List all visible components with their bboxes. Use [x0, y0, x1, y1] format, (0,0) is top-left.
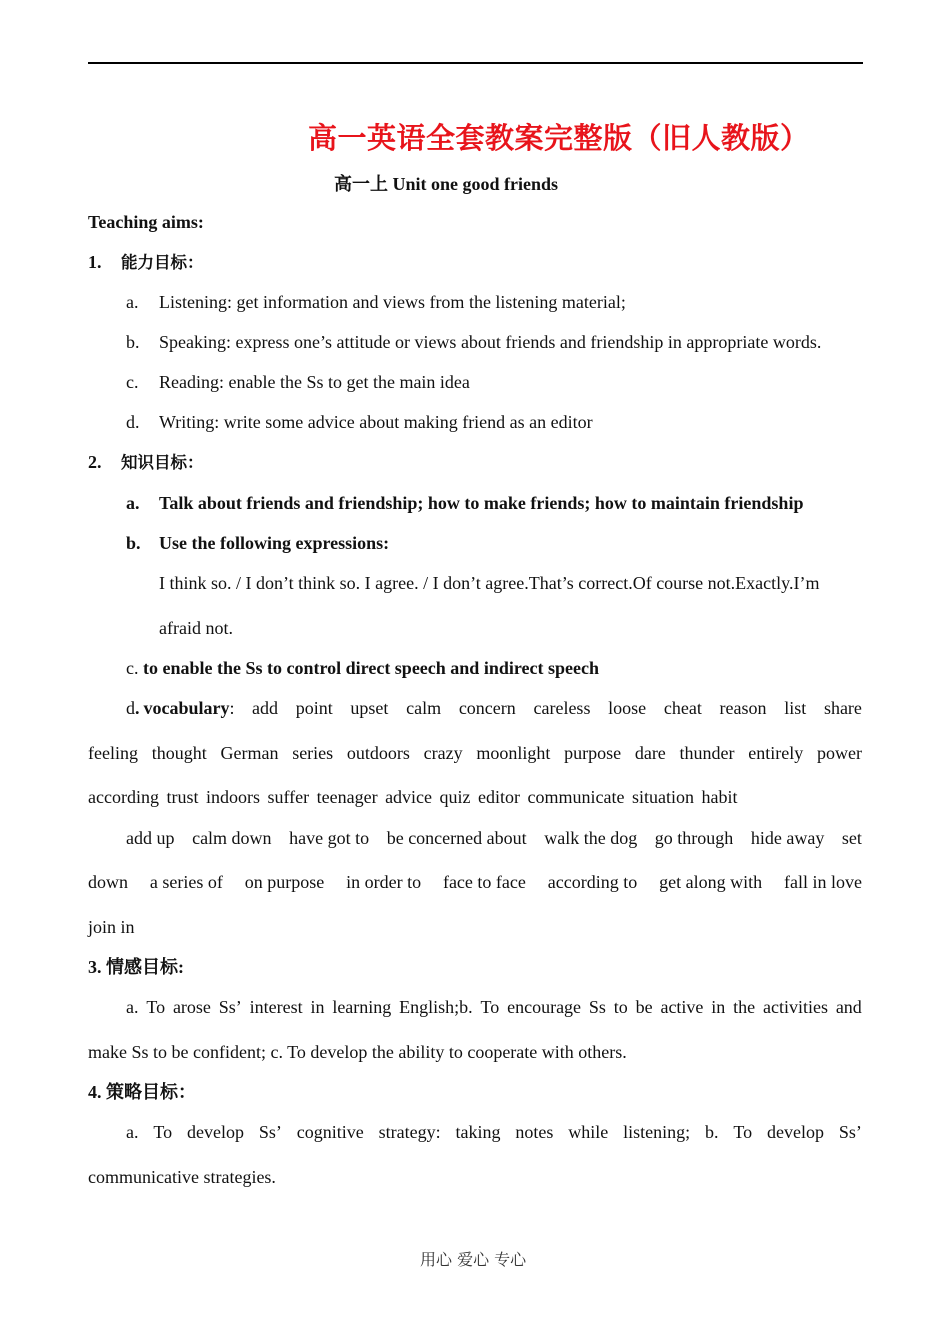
text-token: concern [458, 698, 516, 718]
text-token: To [480, 997, 500, 1017]
item-marker: d. [126, 412, 140, 432]
speech-aim-text: to enable the Ss to control direct speech and indirect speech [143, 658, 599, 678]
item-marker: a. [126, 292, 139, 312]
text-token: go through [654, 828, 734, 848]
text-token: learning [332, 997, 392, 1017]
text-token: taking [455, 1122, 501, 1142]
text-token: cognitive [296, 1122, 364, 1142]
text-token: get along with [659, 872, 763, 892]
text-token: upset [350, 698, 389, 718]
text-token: while [568, 1122, 609, 1142]
text-token: in [310, 997, 325, 1017]
section-2-number: 2. [88, 452, 102, 472]
item-dot: . [135, 698, 140, 718]
item-marker: b. [126, 533, 141, 553]
text-token: dare [634, 743, 666, 763]
item-colon: : [229, 698, 235, 718]
text-token: add up [126, 828, 175, 848]
text-token: in order to [346, 872, 422, 892]
phrases-line-3: join in [88, 917, 135, 937]
vocabulary-line-2 [88, 742, 862, 764]
text-token: share [823, 698, 862, 718]
text-token: according to [547, 872, 638, 892]
text-token: face to face [442, 872, 526, 892]
expressions-line-2: afraid not. [159, 618, 233, 638]
text-token: and [835, 997, 862, 1017]
text-token: active [660, 997, 704, 1017]
text-token: Ss’ [218, 997, 242, 1017]
ability-aim-writing: Writing: write some advice about making friend as an editor [159, 412, 593, 432]
vocabulary-word: vocabulary [143, 698, 230, 718]
text-token: down [88, 872, 128, 892]
phrases-line-2 [88, 871, 862, 893]
text-token: crazy [423, 743, 463, 763]
document-title: 高一英语全套教案完整版（旧人教版） [308, 121, 810, 155]
item-marker: c. [126, 658, 139, 678]
phrases-line-1 [126, 827, 862, 849]
text-token: To [153, 1122, 173, 1142]
text-token: arose [172, 997, 211, 1017]
text-token: cheat [663, 698, 702, 718]
page-footer: 用心 爱心 专心 [420, 1250, 527, 1269]
section-2-label: 知识目标： [121, 453, 204, 472]
item-marker: a. [126, 493, 140, 513]
item-marker: d [126, 698, 135, 718]
text-token: reason [719, 698, 767, 718]
text-token: develop [766, 1122, 824, 1142]
text-token: calm down [192, 828, 272, 848]
text-token: loose [608, 698, 647, 718]
vocabulary-line-1 [252, 697, 862, 719]
text-token: entirely [748, 743, 804, 763]
text-token: Ss [588, 997, 606, 1017]
text-token: strategy: [378, 1122, 441, 1142]
text-token: notes [515, 1122, 554, 1142]
text-token: listening; [623, 1122, 691, 1142]
text-token: walk the dog [544, 828, 638, 848]
text-token: thunder [679, 743, 735, 763]
section-3-heading: 3. 情感目标: [88, 957, 184, 977]
text-token: list [784, 698, 807, 718]
strategy-aims-line-2: communicative strategies. [88, 1167, 276, 1187]
text-token: power [816, 743, 862, 763]
item-marker: b. [126, 332, 140, 352]
text-token: feeling [88, 743, 138, 763]
text-token: thought [151, 743, 207, 763]
ability-aim-reading: Reading: enable the Ss to get the main idea [159, 372, 470, 392]
text-token: To [146, 997, 166, 1017]
text-token: activities [762, 997, 828, 1017]
text-token: purpose [564, 743, 622, 763]
text-token: interest [249, 997, 303, 1017]
text-token: on purpose [244, 872, 325, 892]
text-token: b. [704, 1122, 719, 1142]
text-token: develop [187, 1122, 244, 1142]
affective-aims-line-1 [126, 996, 862, 1018]
text-token: series [292, 743, 334, 763]
text-token: add [252, 698, 278, 718]
vocabulary-label [126, 697, 235, 719]
ability-aim-listening: Listening: get information and views from the listening material; [159, 292, 626, 312]
text-token: be [635, 997, 653, 1017]
text-token: have got to [289, 828, 370, 848]
text-token: a. [126, 997, 139, 1017]
vocabulary-line-3: according trust indoors suffer teenager advice quiz editor communicate situation habit [88, 787, 738, 807]
text-token: to [613, 997, 628, 1017]
section-1-number: 1. [88, 252, 102, 272]
text-token: German [220, 743, 279, 763]
text-token: be concerned about [386, 828, 527, 848]
text-token: point [295, 698, 333, 718]
text-token: a. [126, 1122, 139, 1142]
text-token: encourage [507, 997, 582, 1017]
text-token: a series of [149, 872, 223, 892]
knowledge-aim-speech [126, 657, 599, 679]
text-token: To [733, 1122, 753, 1142]
header-rule [88, 62, 863, 64]
item-marker: c. [126, 372, 139, 392]
text-token: Ss’ [258, 1122, 282, 1142]
text-token: calm [406, 698, 442, 718]
text-token: moonlight [476, 743, 551, 763]
text-token: set [841, 828, 862, 848]
text-token: in [711, 997, 726, 1017]
text-token: careless [533, 698, 591, 718]
section-1-label: 能力目标： [121, 253, 204, 272]
teaching-aims-heading: Teaching aims: [88, 212, 204, 232]
text-token: Ss’ [838, 1122, 862, 1142]
knowledge-aim-talk: Talk about friends and friendship; how to make friends; how to maintain friendship [159, 493, 804, 513]
section-4-heading: 4. 策略目标： [88, 1082, 196, 1102]
knowledge-aim-expressions: Use the following expressions: [159, 533, 390, 553]
unit-subtitle: 高一上 Unit one good friends [334, 174, 559, 194]
text-token: the [733, 997, 756, 1017]
text-token: fall in love [783, 872, 862, 892]
text-token: English;b. [399, 997, 473, 1017]
text-token: outdoors [346, 743, 410, 763]
ability-aim-speaking: Speaking: express one’s attitude or views about friends and friendship in appropriate words. [159, 332, 822, 352]
expressions-line-1: I think so. / I don’t think so. I agree. / I don’t agree.That’s correct.Of course not.Exactly.I’m [159, 573, 820, 593]
affective-aims-line-2: make Ss to be confident; c. To develop the ability to cooperate with others. [88, 1042, 627, 1062]
text-token: hide away [750, 828, 825, 848]
strategy-aims-line-1 [126, 1121, 862, 1143]
